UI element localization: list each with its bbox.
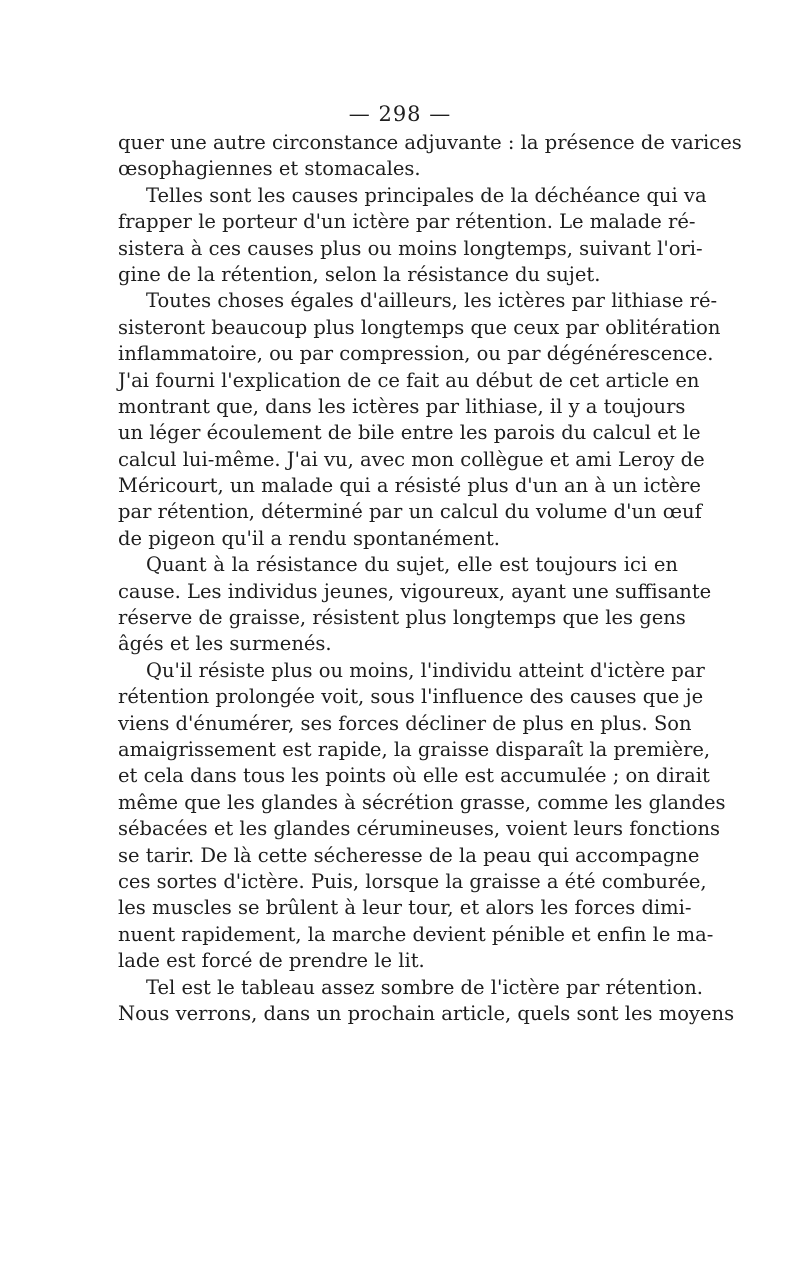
text-line: Qu'il résiste plus ou moins, l'individu atteint d'ictère par [146, 658, 705, 682]
body-text [118, 130, 742, 1027]
text-line: Méricourt, un malade qui a résisté plus d'un an à un ictère [118, 474, 701, 498]
text-line: et cela dans tous les points où elle est accumulée ; on dirait [118, 764, 710, 788]
text-line: cause. Les individus jeunes, vigoureux, ayant une suffisante [118, 579, 712, 603]
text-line: Toutes choses égales d'ailleurs, les ictères par lithiase ré- [146, 289, 718, 313]
text-line: réserve de graisse, résistent plus longtemps que les gens [118, 606, 686, 630]
text-line: sisteront beaucoup plus longtemps que ceux par oblitération [118, 315, 721, 339]
text-line: montrant que, dans les ictères par lithiase, il y a toujours [118, 394, 686, 418]
text-line: les muscles se brûlent à leur tour, et alors les forces dimi- [118, 896, 692, 920]
text-line: Quant à la résistance du sujet, elle est toujours ici en [146, 553, 678, 577]
text-line: âgés et les surmenés. [118, 632, 332, 656]
text-line: œsophagiennes et stomacales. [118, 157, 421, 181]
text-line: par rétention, déterminé par un calcul du volume d'un œuf [118, 500, 702, 524]
text-line: J'ai fourni l'explication de ce fait au début de cet article en [118, 368, 700, 392]
text-line: amaigrissement est rapide, la graisse disparaît la première, [118, 737, 711, 761]
text-line: Tel est le tableau assez sombre de l'ictère par rétention. [146, 975, 703, 999]
text-line: nuent rapidement, la marche devient pénible et enfin le ma- [118, 922, 714, 946]
text-line: même que les glandes à sécrétion grasse, comme les glandes [118, 790, 726, 814]
text-line: lade est forcé de prendre le lit. [118, 949, 425, 973]
text-line: calcul lui-même. J'ai vu, avec mon collègue et ami Leroy de [118, 447, 705, 471]
page-number: — 298 — [348, 102, 452, 126]
text-line: de pigeon qu'il a rendu spontanément. [118, 526, 500, 550]
text-line: rétention prolongée voit, sous l'influence des causes que je [118, 685, 704, 709]
text-line: sébacées et les glandes cérumineuses, voient leurs fonctions [118, 817, 721, 841]
text-line: Nous verrons, dans un prochain article, quels sont les moyens [118, 1001, 735, 1025]
text-line: un léger écoulement de bile entre les parois du calcul et le [118, 421, 701, 445]
text-line: sistera à ces causes plus ou moins longtemps, suivant l'ori- [118, 236, 703, 260]
text-line: inflammatoire, ou par compression, ou par dégénérescence. [118, 342, 714, 366]
text-line: quer une autre circonstance adjuvante : la présence de varices [118, 131, 742, 154]
text-line: frapper le porteur d'un ictère par rétention. Le malade ré- [118, 210, 696, 234]
text-line: se tarir. De là cette sécheresse de la peau qui accompagne [118, 843, 700, 867]
text-line: Telles sont les causes principales de la déchéance qui va [146, 183, 707, 207]
text-line: viens d'énumérer, ses forces décliner de plus en plus. Son [118, 711, 692, 735]
text-line: ces sortes d'ictère. Puis, lorsque la graisse a été comburée, [118, 869, 707, 893]
text-line: gine de la rétention, selon la résistance du sujet. [118, 262, 601, 286]
